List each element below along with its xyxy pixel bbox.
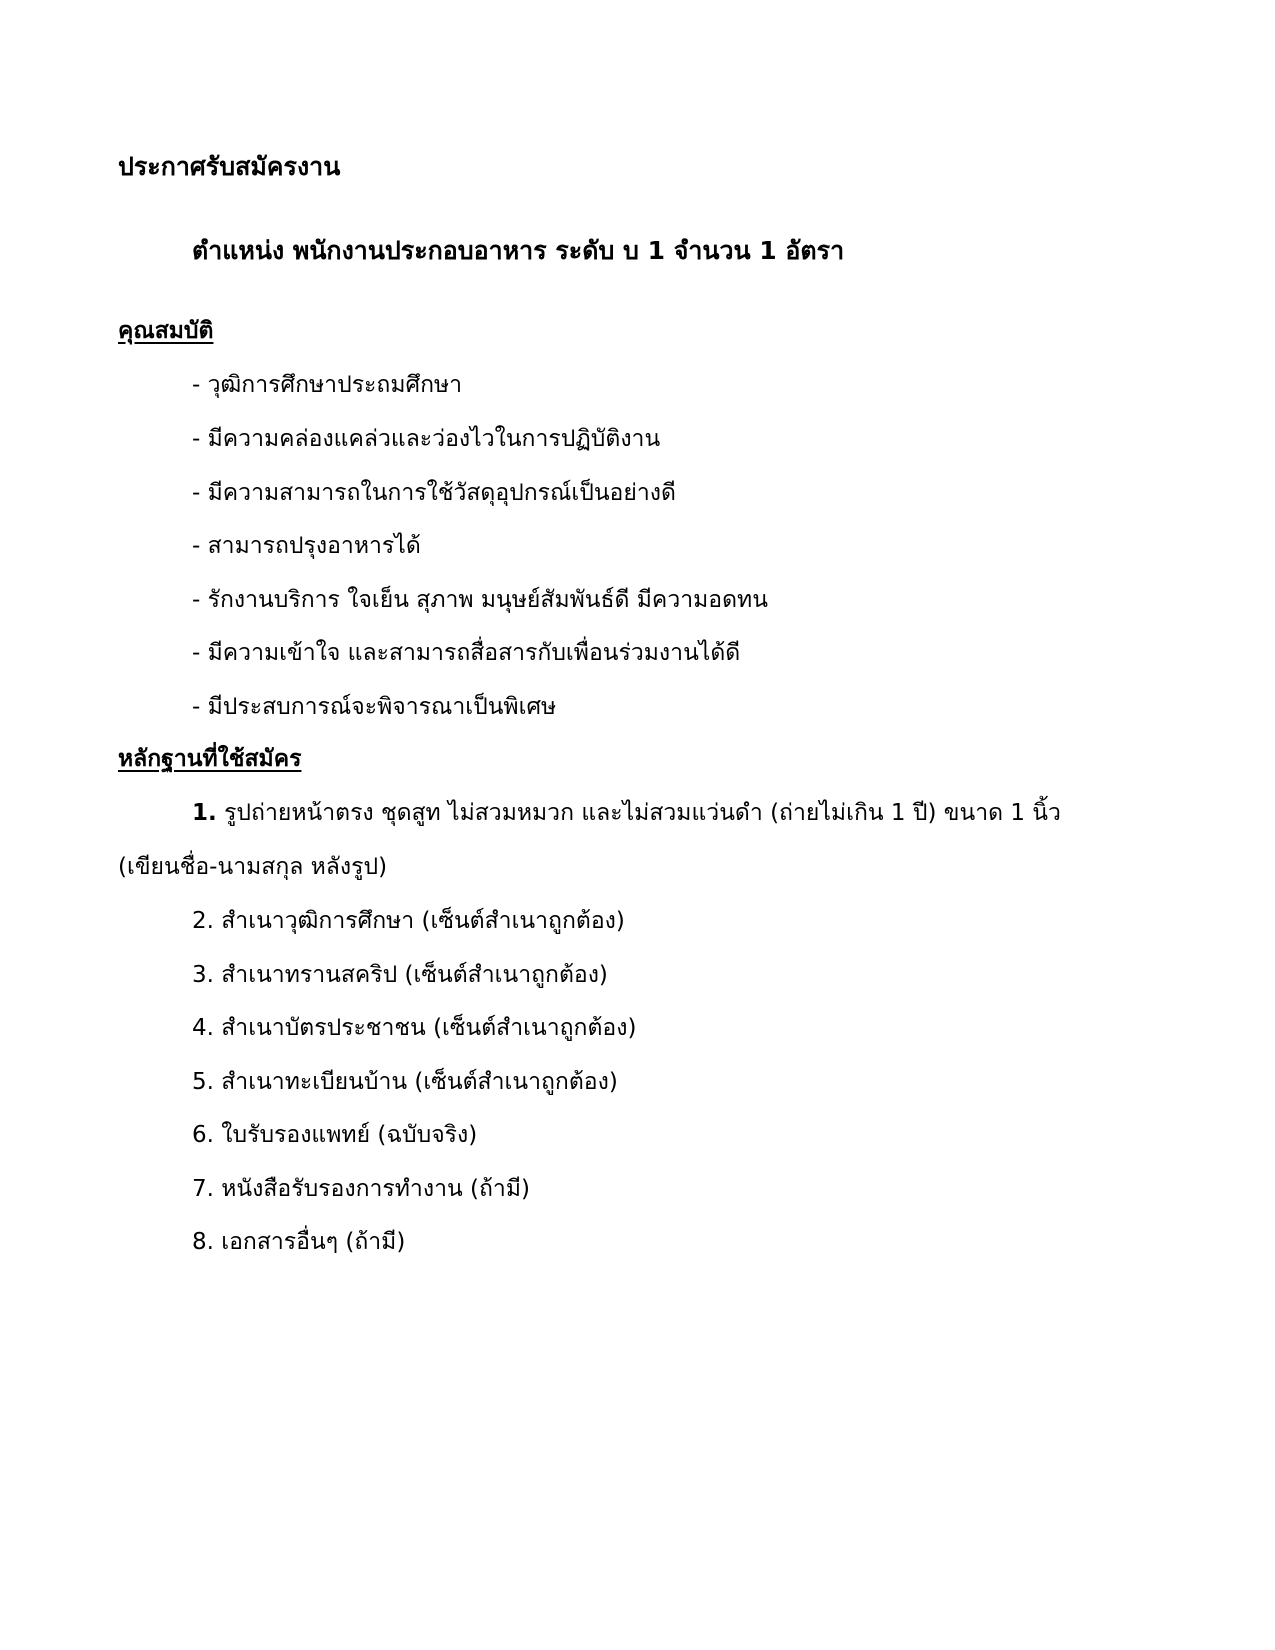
document-item: 5. สำเนาทะเบียนบ้าน (เซ็นต์สำเนาถูกต้อง) xyxy=(192,1069,618,1095)
qualification-item: - วุฒิการศึกษาประถมศึกษา xyxy=(192,372,463,398)
qualification-item: - มีความเข้าใจ และสามารถสื่อสารกับเพื่อนร่วมงานได้ดี xyxy=(192,640,741,666)
document-item: 4. สำเนาบัตรประชาชน (เซ็นต์สำเนาถูกต้อง) xyxy=(192,1015,637,1041)
position-line: ตำแหน่ง พนักงานประกอบอาหาร ระดับ บ 1 จำนวน 1 อัตรา xyxy=(192,236,845,265)
document-item-text: รูปถ่ายหน้าตรง ชุดสูท ไม่สวมหมวก และไม่สวมแว่นดำ (ถ่ายไม่เกิน 1 ปี) ขนาด 1 นิ้ว xyxy=(224,800,1061,826)
document-item: 7. หนังสือรับรองการทำงาน (ถ้ามี) xyxy=(192,1176,530,1202)
document-item: 6. ใบรับรองแพทย์ (ฉบับจริง) xyxy=(192,1122,478,1148)
page-title: ประกาศรับสมัครงาน xyxy=(118,152,341,181)
document-item-1-continued: (เขียนชื่อ-นามสกุล หลังรูป) xyxy=(118,854,388,880)
qualification-item: - มีความสามารถในการใช้วัสดุอุปกรณ์เป็นอย่างดี xyxy=(192,480,676,506)
documents-heading: หลักฐานที่ใช้สมัคร xyxy=(118,746,302,772)
qualification-item: - มีความคล่องแคล่วและว่องไวในการปฏิบัติงาน xyxy=(192,426,661,452)
qualification-item: - สามารถปรุงอาหารได้ xyxy=(192,533,421,559)
document-item: 2. สำเนาวุฒิการศึกษา (เซ็นต์สำเนาถูกต้อง) xyxy=(192,908,625,934)
document-item: 3. สำเนาทรานสคริป (เซ็นต์สำเนาถูกต้อง) xyxy=(192,962,608,988)
qualification-item: - มีประสบการณ์จะพิจารณาเป็นพิเศษ xyxy=(192,694,557,720)
qualification-item: - รักงานบริการ ใจเย็น สุภาพ มนุษย์สัมพันธ์ดี มีความอดทน xyxy=(192,587,768,613)
document-item-number: 1. xyxy=(192,800,217,826)
document-item-1 xyxy=(192,798,1061,828)
qualifications-heading: คุณสมบัติ xyxy=(118,318,214,344)
document-item: 8. เอกสารอื่นๆ (ถ้ามี) xyxy=(192,1229,406,1255)
